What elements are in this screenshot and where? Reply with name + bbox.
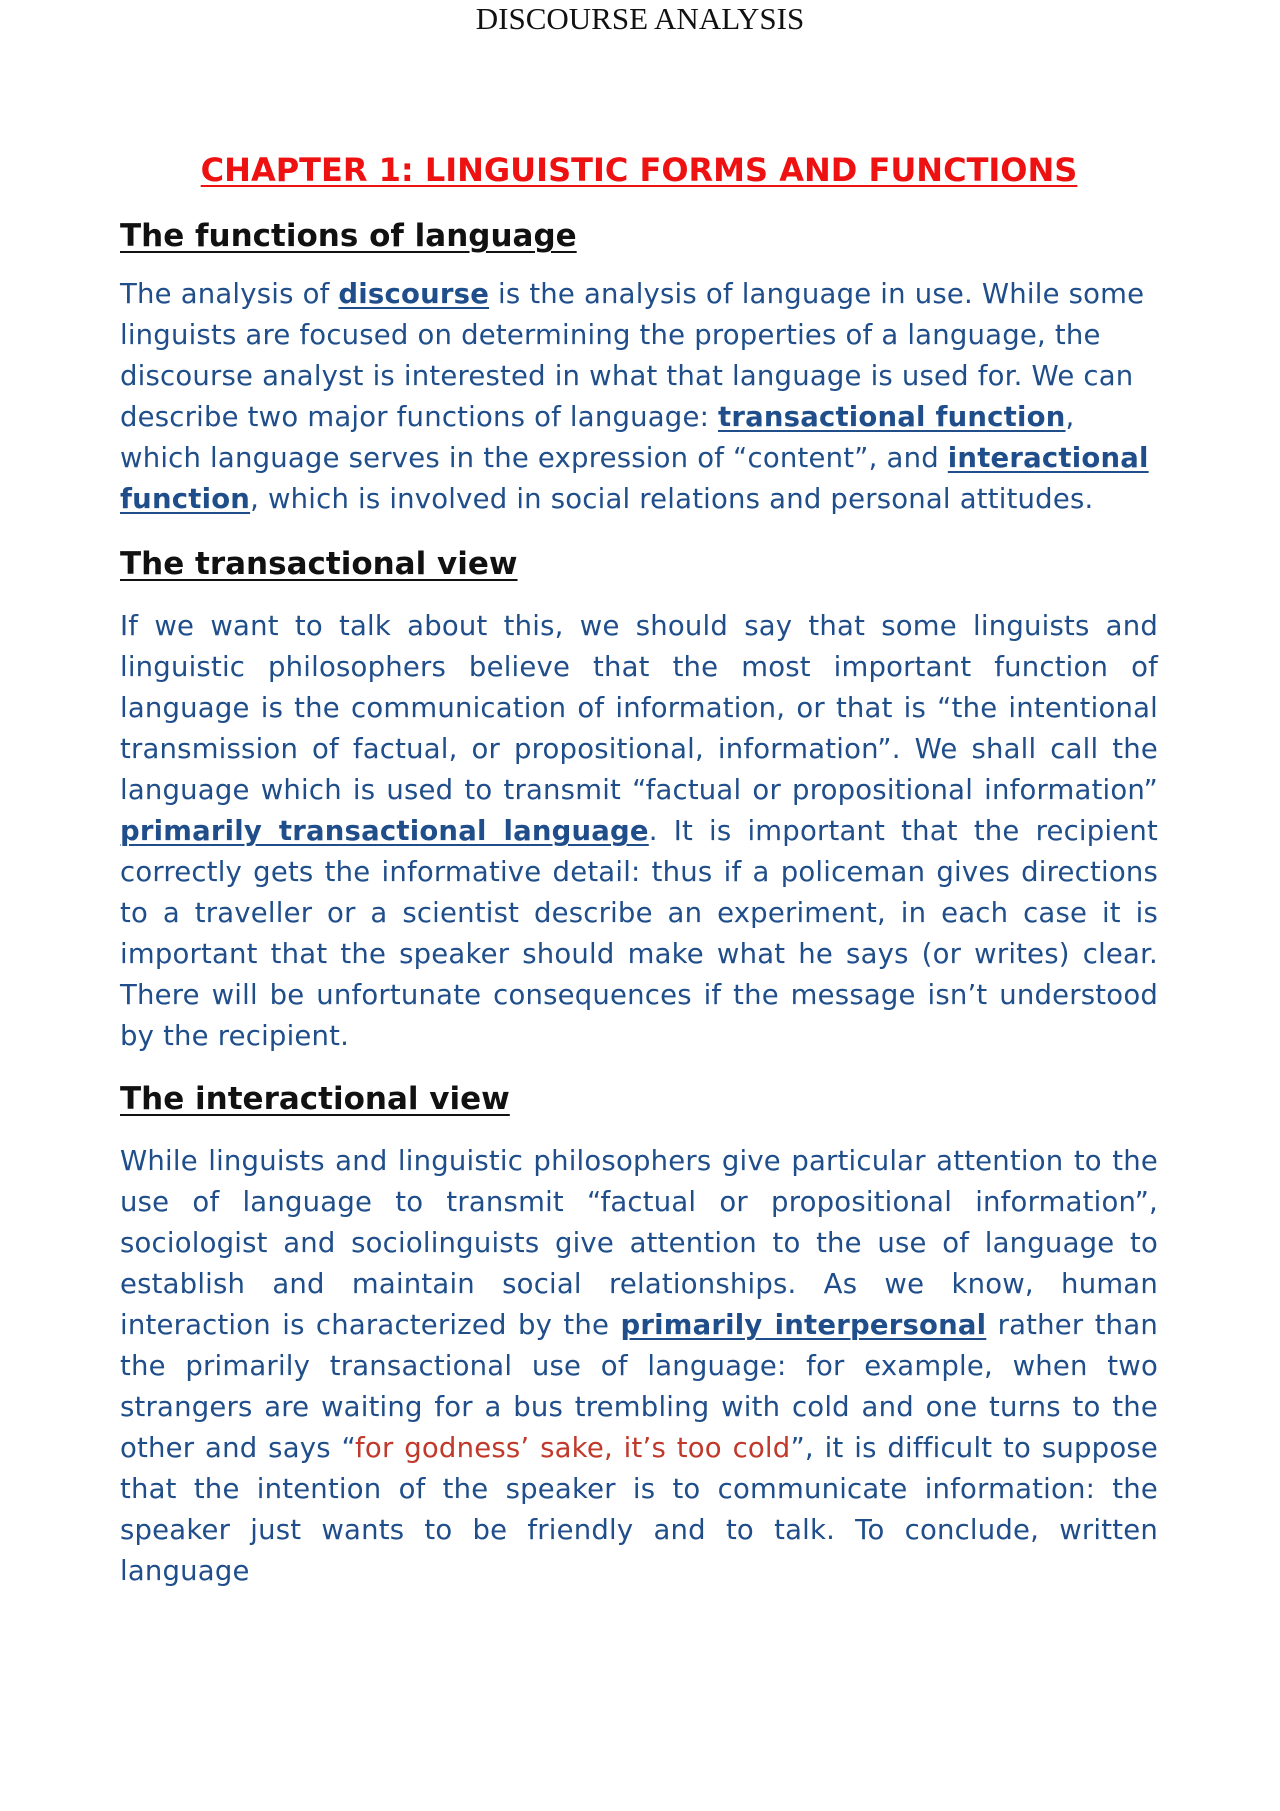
text-run: ”, it is difficult to suppose that the intention of the speaker is to communicate information: the speaker just wants to be friendly and to talk. To conclude, written language xyxy=(120,1432,1158,1587)
term-primarily-interpersonal: primarily interpersonal xyxy=(620,1309,987,1341)
text-run: . It is important that the recipient correctly gets the informative detail: thus if a policeman gives directions to a traveller or a scientist describe an experiment, in each case it is important that the speaker should make what he says (or writes) clear. There will be unfortunate consequences if the message isn’t understood by the recipient. xyxy=(120,815,1158,1052)
term-interactional-function: interactional function xyxy=(120,442,1149,515)
paragraph-interactional xyxy=(120,1141,1158,1592)
text-run: , which language serves in the expression of “content”, and xyxy=(120,401,1075,474)
document-body xyxy=(120,150,1158,1592)
section-heading-transactional: The transactional view xyxy=(120,546,518,582)
section-heading-interactional: The interactional view xyxy=(120,1081,510,1117)
text-run: is the analysis of language in use. While some linguists are focused on determining the properties of a language, the discourse analyst is interested in what that language is used for. We can describe two major functions of language: xyxy=(120,278,1145,433)
paragraph-functions xyxy=(120,274,1158,520)
term-discourse: discourse xyxy=(338,278,490,310)
chapter-title: CHAPTER 1: LINGUISTIC FORMS AND FUNCTIONS xyxy=(200,151,1078,189)
text-run: The analysis of xyxy=(120,278,339,310)
term-primarily-transactional-language: primarily transactional language xyxy=(120,815,649,847)
quote-example: for godness’ sake, it’s too cold xyxy=(355,1432,791,1464)
term-transactional-function: transactional function xyxy=(717,401,1066,433)
text-run: While linguists and linguistic philosophers give particular attention to the use of language to transmit “factual or propositional information”, sociologist and sociolinguists give attention to the use of language to establish and maintain social relationships. As we know, human interaction is characterized by the xyxy=(120,1145,1158,1341)
text-run: , which is involved in social relations and personal attitudes. xyxy=(250,483,1094,515)
paragraph-transactional xyxy=(120,606,1158,1057)
text-run: If we want to talk about this, we should say that some linguists and linguistic philosophers believe that the most important function of language is the communication of information, or that is “the intentional transmission of factual, or propositional, information”. We shall call the language which is used to transmit “factual or propositional information” xyxy=(120,610,1158,806)
page-header: DISCOURSE ANALYSIS xyxy=(475,1,805,36)
section-heading-functions: The functions of language xyxy=(120,218,577,254)
text-run: rather than the primarily transactional use of language: for example, when two strangers are waiting for a bus trembling with cold and one turns to the other and says “ xyxy=(120,1309,1158,1464)
